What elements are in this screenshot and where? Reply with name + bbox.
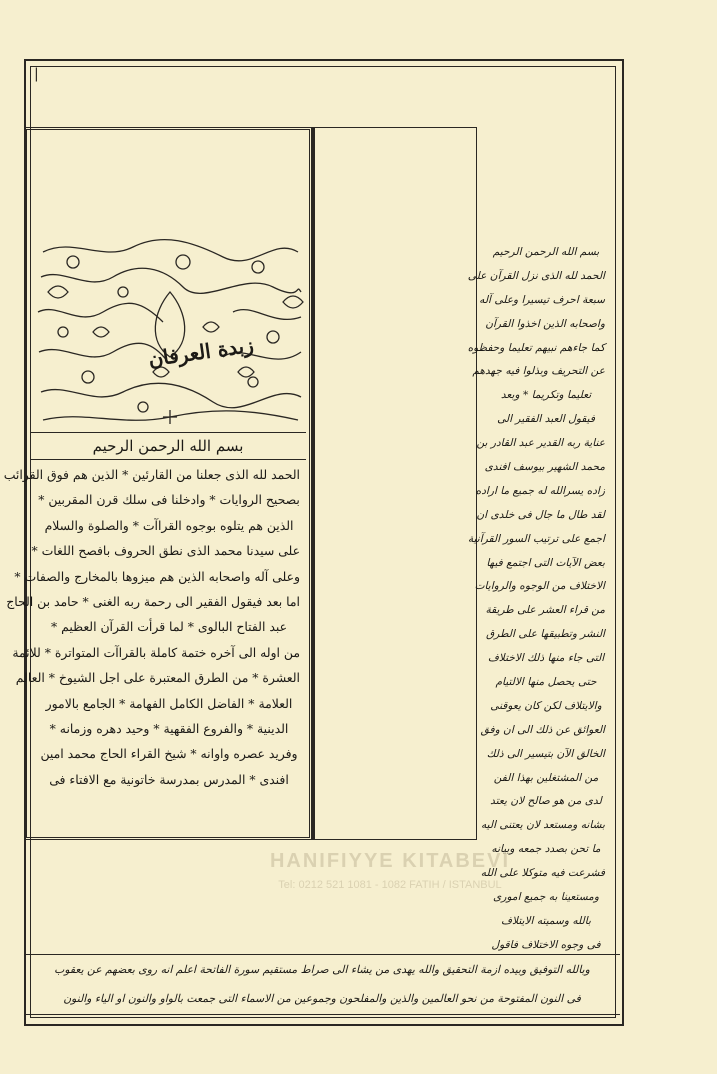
side-line: فيقول العبد الفقير الى — [497, 413, 595, 426]
corner-mark: | — [34, 66, 39, 82]
main-line: العشرة * من الطرق المعتبرة على اجل الشيوخ * العالم — [15, 670, 300, 686]
main-line: الحمد لله الذى جعلنا من القارئين * الذين هم فوق القرائب — [3, 467, 300, 482]
side-line: سبعة احرف تيسيرا وعلى آله — [479, 293, 605, 306]
main-line: العلامة * الفاضل الكامل الفهامة * الجامع بالامور — [45, 695, 293, 711]
empty-column-box — [315, 127, 477, 840]
side-line: بعض الآيات التى اجتمع فيها — [486, 556, 605, 569]
main-line: وعلى آله واصحابه الذين هم ميزوها بالمخارج والصفات * — [14, 568, 300, 584]
bottom-text-block — [38, 955, 606, 1013]
side-line: النشر وتطبيقها على الطرق — [486, 628, 605, 641]
side-line: فشرعت فيه متوكلا على الله — [480, 867, 605, 880]
watermark-title: HANIFIYYE KITABEVI — [269, 850, 511, 872]
side-line: بشانه ومستعد لان يعتنى اليه — [481, 819, 605, 832]
side-line: بسم الله الرحمن الرحيم — [492, 246, 600, 258]
main-line: الدينية * والفروع الفقهية * وحيد دهره وزمانه * — [49, 720, 289, 736]
side-line: العوائق عن ذلك الى ان وفق — [480, 723, 605, 736]
side-line: فى وجوه الاختلاف فاقول — [491, 938, 601, 951]
side-line: عناية ربه القدير عبد القادر بن — [476, 437, 605, 450]
bottom-line: وبالله التوفيق وبيده ازمة التحقيق والله يهدى من يشاء الى صراط مستقيم سورة الفاتحة اعلم انه روى بعضهم عن يعقوب — [54, 963, 590, 976]
main-line: اما بعد فيقول الفقير الى رحمة ربه الغنى * حامد بن الحاج — [6, 593, 300, 609]
main-line: بصحيح الروايات * وادخلنا فى سلك قرن المقربين * — [38, 492, 300, 508]
side-line: كما جاءهم نبيهم تعليما وحفظوه — [467, 341, 605, 354]
main-line: عبد الفتاح البالوى * لما قرأت القرآن العظيم * — [51, 619, 287, 635]
main-line: على سيدنا محمد الذى نطق الحروف بافصح اللغات * — [31, 543, 300, 559]
side-line: تعليما وتكريما * وبعد — [500, 389, 592, 402]
side-line: حتى يحصل منها الالتيام — [495, 676, 597, 689]
side-line: محمد الشهير بيوسف افندى — [484, 461, 605, 474]
library-watermark — [180, 850, 600, 891]
side-line: والايتلاف لكن كان يعوقنى — [490, 699, 602, 712]
bottom-rule-end — [24, 1014, 620, 1015]
main-line: الذين هم يتلوه بوجوه القراآت * والصلوة والسلام — [44, 517, 294, 533]
basmala-header: بسم الله الرحمن الرحيم — [30, 432, 306, 460]
bottom-line: فى النون المفتوحة من نحو العالمين والذين والمفلحون وجموعين من الاسماء التى جمعت بالواو والنون او الياء والنون — [63, 992, 581, 1005]
main-line: من اوله الى آخره ختمة كاملة بالقراآت المتواترة * للائمة — [12, 644, 300, 660]
main-text-body — [3, 462, 300, 792]
floral-arabesque-icon — [33, 232, 307, 428]
side-line: من المشتغلين بهذا الفن — [493, 771, 599, 784]
main-line: وفريد عصره واوانه * شيخ القراء الحاج محمد امين — [40, 746, 298, 762]
side-line: من قراء العشر على طريقة — [485, 604, 605, 617]
side-line: الخالق الآن بتيسير الى ذلك — [486, 747, 605, 760]
main-line: افندى * المدرس بمدرسة خاتونية مع الافتاء فى — [49, 771, 289, 787]
side-line: زاده يسرالله له جميع ما اراده — [475, 484, 605, 497]
side-line: الحمد لله الذى نزل القرآن على — [467, 269, 605, 282]
side-line: التى جاء منها ذلك الاختلاف — [487, 652, 605, 665]
side-line: اجمع على ترتيب السور القرآنية — [467, 532, 605, 545]
side-line: لدى من هو صالح لان يعتد — [490, 795, 602, 808]
ornament-title: زبدة العرفان — [146, 332, 255, 372]
panel-divider — [312, 127, 315, 840]
side-line: عن التحريف وبذلوا فيه جهدهم — [472, 365, 605, 378]
side-line: لقد طال ما جال فى خلدى ان — [476, 508, 605, 521]
side-line: واصحابه الذين اخذوا القرآن — [485, 317, 605, 330]
side-line: ومستعينا به جميع امورى — [493, 891, 599, 904]
side-line: ما تحن بصدد جمعه وبيانه — [491, 843, 601, 856]
watermark-subtitle: Tel: 0212 521 1081 - 1082 FATIH / ISTANBUL — [278, 879, 502, 891]
side-line: بالله وسميته الايتلاف — [501, 914, 591, 927]
side-line: الاختلاف من الوجوه والروايات — [474, 580, 605, 593]
